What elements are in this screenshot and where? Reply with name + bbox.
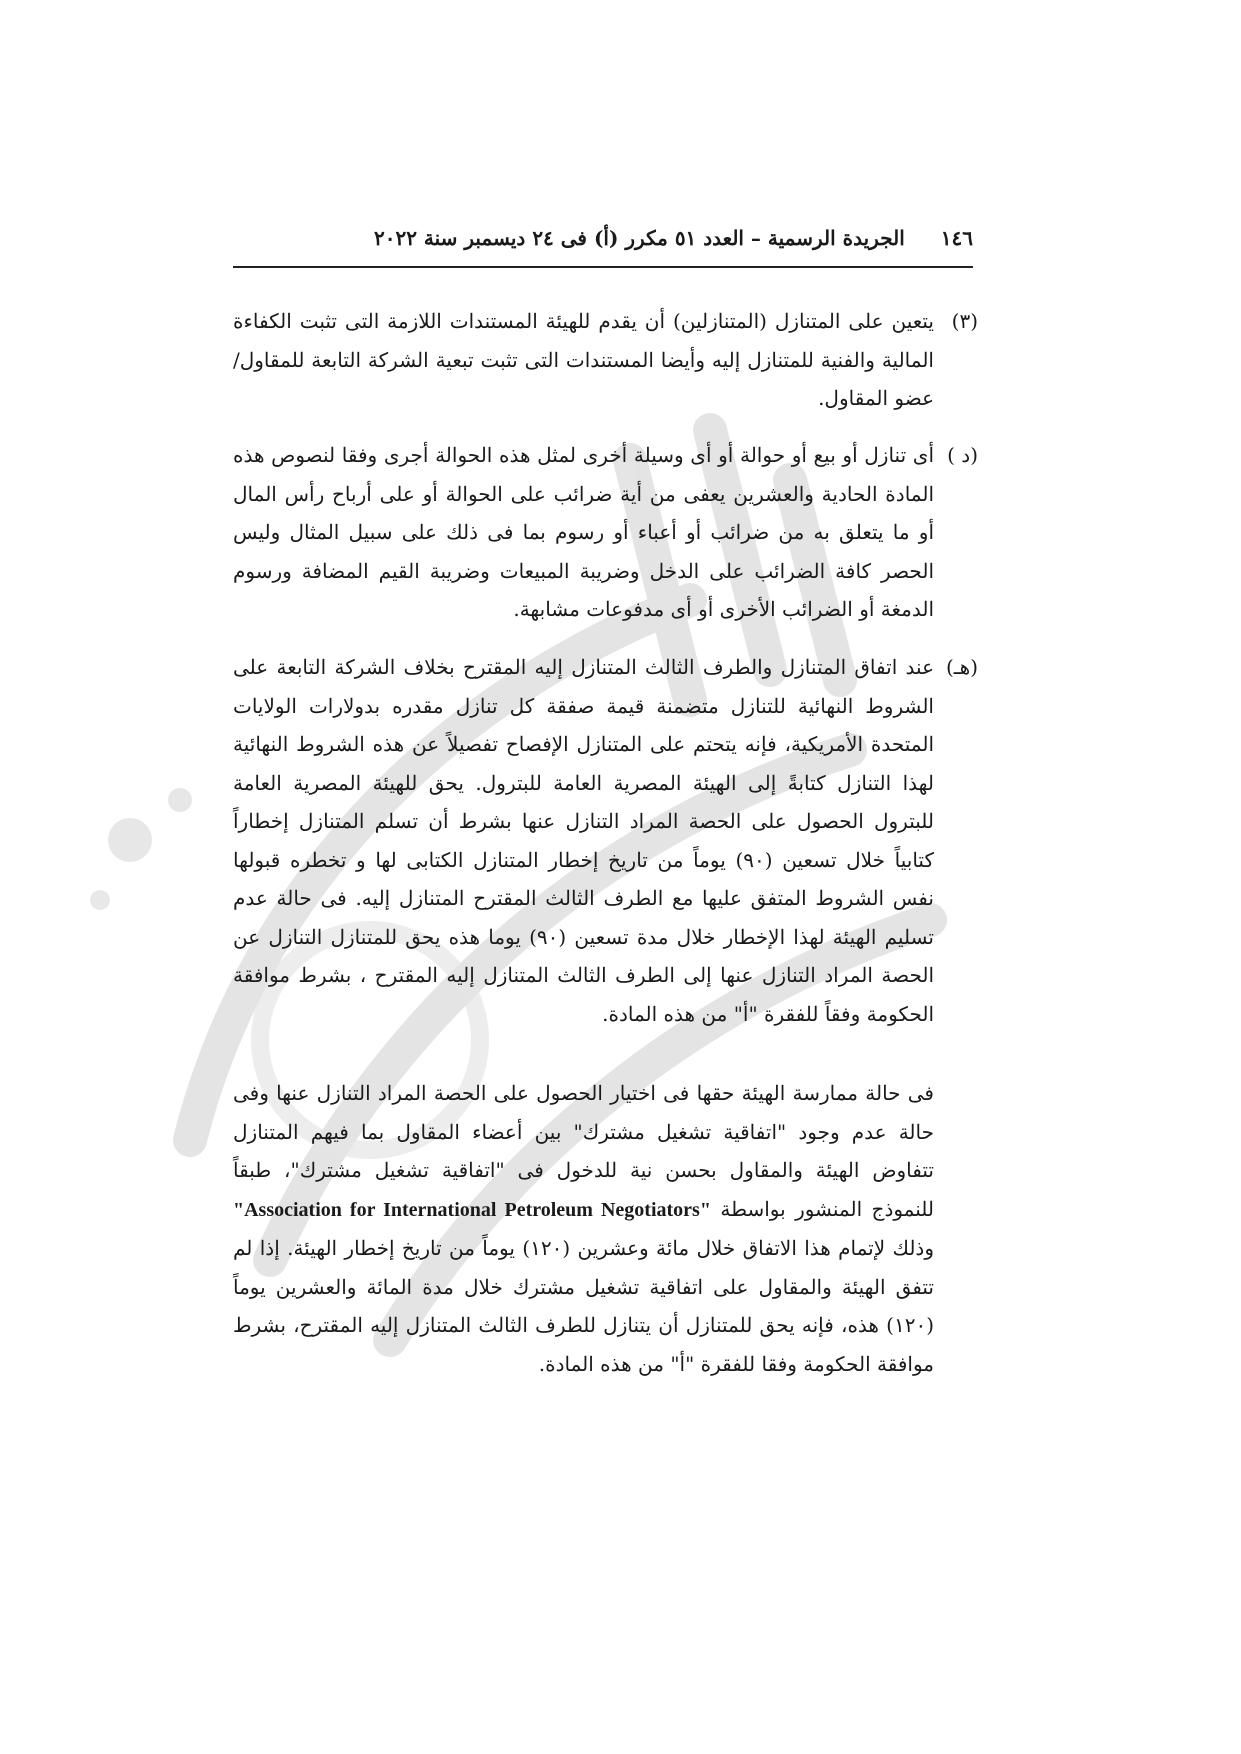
association-name: "Association for International Petroleum Negotiators" — [233, 1198, 711, 1221]
final-paragraph-text-before: فى حالة ممارسة الهيئة حقها فى اختيار الحصول على الحصة المراد التنازل عنها وفى حالة عدم وجود "اتفاقية تشغيل مشترك" بين أعضاء المقاول بما فيهم المتنازل تتفاوض الهيئة والمقاول بحسن نية للدخول فى "اتفاقية تشغيل مشترك"، طبقاً للنموذج المنشور بواسطة — [233, 1081, 934, 1221]
page-header — [233, 226, 973, 250]
item-h — [233, 648, 978, 1033]
final-paragraph-text-after: وذلك لإتمام هذا الاتفاق خلال مائة وعشرين (١٢٠) يوماً من تاريخ إخطار الهيئة. إذا لم تتفق الهيئة والمقاول على اتفاقية تشغيل مشترك خلال مدة المائة والعشرين يوماً (١٢٠) هذه، فإنه يحق للمتنازل أن يتنازل للطرف الثالث المتنازل إليه المقترح، بشرط موافقة الحكومة وفقا للفقرة "أ" من هذه المادة. — [233, 1236, 934, 1376]
item-3-marker: (٣) — [951, 309, 978, 333]
item-3-text: يتعين على المتنازل (المتنازلين) أن يقدم للهيئة المستندات اللازمة التى تثبت الكفاءة المالية والفنية للمتنازل إليه وأيضا المستندات التى تثبت تبعية الشركة التابعة للمقاول/عضو المقاول. — [233, 309, 934, 410]
item-h-text: عند اتفاق المتنازل والطرف الثالث المتنازل إليه المقترح بخلاف الشركة التابعة على الشروط النهائية للتنازل متضمنة قيمة صفقة كل تنازل مقدره بدولارات الولايات المتحدة الأمريكية، فإنه يتحتم على المتنازل الإفصاح تفصيلاً عن هذه الشروط النهائية لهذا التنازل كتابةً إلى الهيئة المصرية العامة للبترول. يحق للهيئة المصرية العامة للبترول الحصول على الحصة المراد التنازل عنها بشرط أن تسلم المتنازل إخطاراً كتابياً خلال تسعين (٩٠) يوماً من تاريخ إخطار المتنازل الكتابى لها و تخطره قبولها نفس الشروط المتفق عليها مع الطرف الثالث المقترح المتنازل إليه. فى حالة عدم تسليم الهيئة لهذا الإخطار خلال مدة تسعين (٩٠) يوما هذه يحق للمتنازل التنازل عن الحصة المراد التنازل عنها إلى الطرف الثالث المتنازل إليه المقترح ، بشرط موافقة الحكومة وفقاً للفقرة "أ" من هذه المادة. — [233, 655, 935, 1026]
item-d-text: أى تنازل أو بيع أو حوالة أو أى وسيلة أخرى لمثل هذه الحوالة أجرى وفقا لنصوص هذه المادة الحادية والعشرين يعفى من أية ضرائب على الحوالة أو على أرباح رأس المال أو ما يتعلق به من ضرائب أو أعباء أو رسوم بما فى ذلك على سبيل المثال وليس الحصر كافة الضرائب على الدخل وضريبة المبيعات وضريبة القيم المضافة ورسوم الدمغة أو الضرائب الأخرى أو أى مدفوعات مشابهة. — [233, 443, 934, 621]
page-number: ١٤٦ — [940, 226, 973, 250]
gazette-title: الجريدة الرسمية – العدد ٥١ مكرر (أ) فى ٢٤ ديسمبر سنة ٢٠٢٢ — [373, 226, 905, 250]
item-d — [233, 436, 978, 629]
header-rule — [233, 266, 973, 268]
item-d-marker: (د ) — [947, 443, 978, 467]
final-paragraph — [233, 1074, 978, 1383]
item-3 — [233, 302, 1018, 418]
item-h-marker: (هـ) — [945, 655, 978, 679]
